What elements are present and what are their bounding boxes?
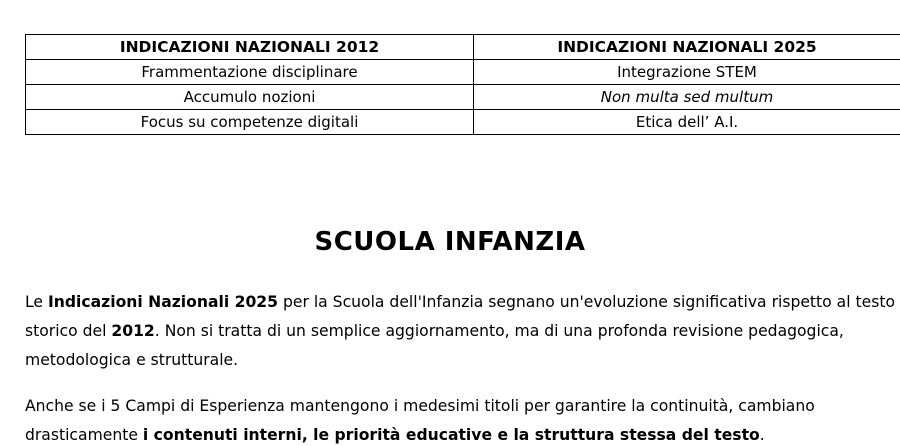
table-cell: Frammentazione disciplinare bbox=[26, 60, 474, 85]
table-row bbox=[26, 60, 900, 85]
header-2025: INDICAZIONI NAZIONALI 2025 bbox=[474, 35, 900, 60]
text-run: Le bbox=[25, 293, 48, 311]
text-run: . bbox=[759, 426, 765, 444]
bold-run: Indicazioni Nazionali 2025 bbox=[47, 293, 279, 311]
table-row bbox=[26, 110, 900, 135]
text-run: . Non si tratta di un semplice aggiornamento, ma di una profonda revisione pedagogica, metodologica e strutturale. bbox=[25, 322, 844, 369]
paragraph-campi bbox=[25, 392, 895, 446]
table-header-row bbox=[26, 35, 900, 60]
table-cell: Non multa sed multum bbox=[474, 85, 900, 110]
header-2012: INDICAZIONI NAZIONALI 2012 bbox=[26, 35, 474, 60]
section-title: SCUOLA INFANZIA bbox=[314, 227, 586, 257]
table-row bbox=[26, 85, 900, 110]
comparison-table bbox=[25, 34, 900, 135]
table-cell: Integrazione STEM bbox=[474, 60, 900, 85]
bold-run: i contenuti interni, le priorità educative e la struttura stessa del testo bbox=[142, 426, 760, 444]
table-cell: Accumulo nozioni bbox=[26, 85, 474, 110]
text-run: Anche se i 5 Campi di Esperienza mantengono i medesimi titoli per garantire la continuità, cambiano drasticamente bbox=[25, 397, 815, 444]
bold-run: 2012 bbox=[111, 322, 155, 340]
paragraph-intro bbox=[25, 288, 895, 375]
table-cell: Etica dell’ A.I. bbox=[474, 110, 900, 135]
table-cell: Focus su competenze digitali bbox=[26, 110, 474, 135]
text-run: per la Scuola dell'Infanzia segnano un'evoluzione significativa rispetto al testo storico del bbox=[25, 293, 895, 340]
